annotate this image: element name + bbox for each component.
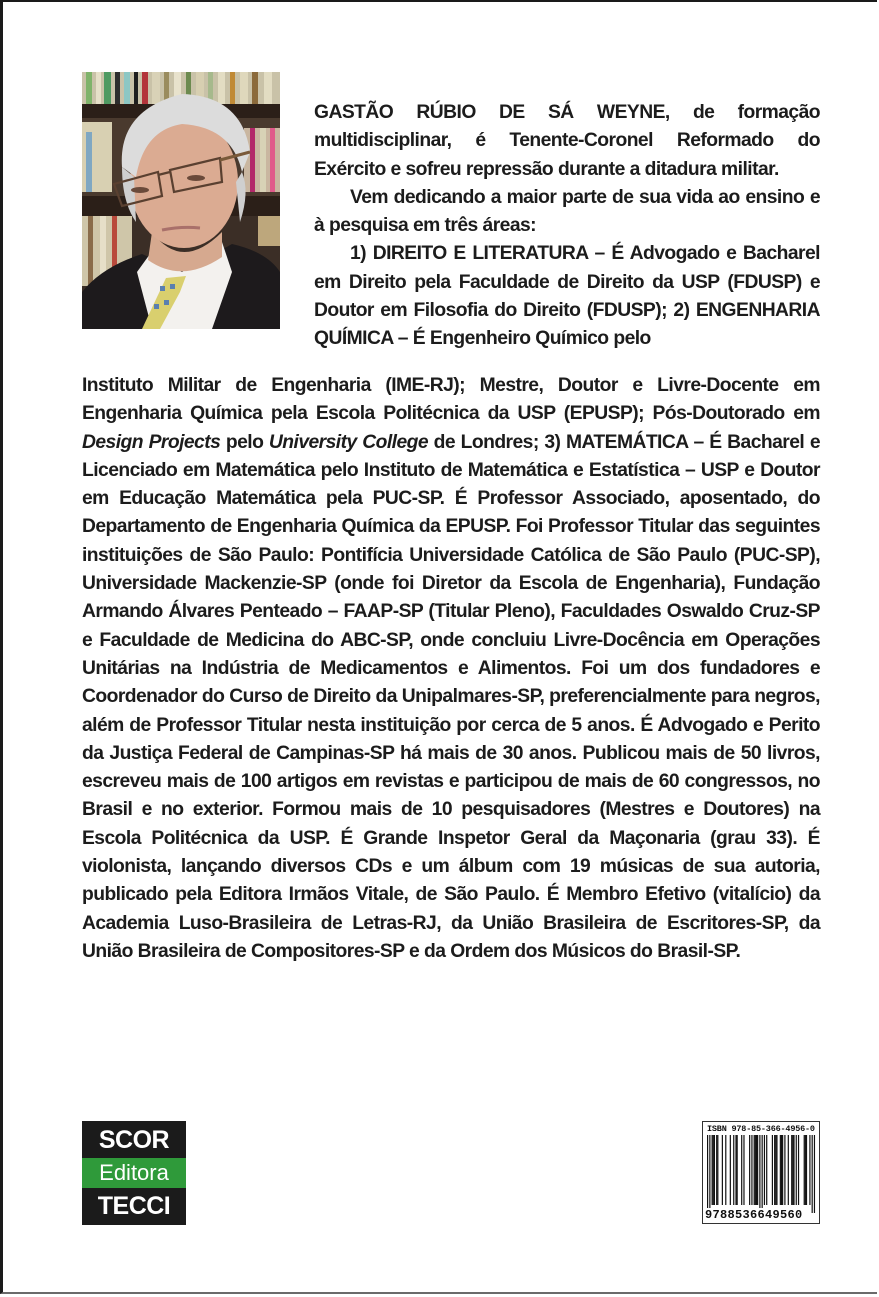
bio-text-segment: Instituto Militar de Engenharia (IME-RJ); Mestre, Doutor e Livre-Docente em Engenharia Química pela Escola Politécnica da USP (EPUSP); Pós-Doutorado em xyxy=(82,375,820,425)
barcode-bar xyxy=(737,1135,738,1205)
barcode-bar xyxy=(759,1135,760,1213)
barcode-bar xyxy=(774,1135,775,1205)
publisher-logo-line-1: SCOR xyxy=(98,1126,170,1154)
bio-text-segment: de Londres; 3) MATEMÁTICA – É Bacharel e Licenciado em Matemática pelo Instituto de Matemática e Estatística – USP e Doutor em Educação Matemática pela PUC-SP. É Professor Associado, aposentado, do Departamento de Engenharia Química da EPUSP. Foi Professor Titular das seguintes instituições de São Paulo: Pontifícia Universidade Católica de São Paulo (PUC-SP), Universidade Mackenzie-SP (onde foi Diretor da Escola de Engenharia), Fundação Armando Álvares Penteado – FAAP-SP (Titular Pleno), Faculdades Oswaldo Cruz-SP e Faculdade de Medicina do ABC-SP, onde concluiu Livre-Docência em Operações Unitárias na Indústria de Medicamentos e Alimentos. Foi um dos fundadores e Coordenador do Curso de Direito da Unipalmares-SP, preferencialmente para negros, além de Professor Titular nesta instituição por cerca de 5 anos. É Advogado e Perito da Justiça Federal de Campinas-SP há mais de 30 anos. Publicou mais de 50 livros, escreveu mais de 100 artigos em revistas e participou de mais de 60 congressos, no Brasil e no exterior. Formou mais de 10 pesquisadores (Mestres e Doutores) na Escola Politécnica da USP. É Grande Inspetor Geral da Maçonaria (grau 33). É violonista, lançando diversos CDs e um álbum com 19 músicas de sua autoria, publicado pela Editora Irmãos Vitale, de São Paulo. É Membro Efetivo (vitalício) da Academia Luso-Brasileira de Letras-RJ, da União Brasileira de Escritores-SP, da União Brasileira de Compositores-SP e da Ordem dos Músicos do Brasil-SP. xyxy=(82,431,820,962)
barcode-bar xyxy=(791,1135,792,1205)
barcode-bar xyxy=(782,1135,783,1205)
barcode-bar xyxy=(741,1135,742,1205)
barcode-bar xyxy=(764,1135,765,1205)
barcode-bar xyxy=(793,1135,794,1205)
barcode-bar xyxy=(757,1135,758,1205)
isbn-barcode xyxy=(702,1121,820,1224)
barcode-bar xyxy=(781,1135,782,1205)
barcode-bar xyxy=(762,1135,763,1213)
barcode-bar xyxy=(780,1135,781,1205)
barcode-bar xyxy=(751,1135,752,1205)
barcode-bar xyxy=(775,1135,776,1205)
barcode-bar xyxy=(776,1135,777,1205)
barcode-bar xyxy=(722,1135,723,1205)
publisher-logo-line-2: Editora xyxy=(82,1158,186,1188)
barcode-bar xyxy=(772,1135,773,1205)
barcode-bar xyxy=(717,1135,718,1205)
bio-continued xyxy=(82,372,820,966)
barcode-bar xyxy=(755,1135,756,1205)
author-name: GASTÃO RÚBIO DE SÁ WEYNE xyxy=(314,102,665,123)
barcode-bar xyxy=(798,1135,799,1205)
bio-paragraph-3-start: 1) DIREITO E LITERATURA – É Advogado e Bacharel em Direito pela Faculdade de Direito da USP (FDUSP) e Doutor em Filosofia do Direito (FDUSP); 2) ENGENHARIA QUÍMICA – É Engenheiro Químico pelo xyxy=(314,243,820,350)
barcode-bars xyxy=(707,1135,817,1215)
bio-paragraph-2: Vem dedicando a maior parte de sua vida ao ensino e à pesquisa em três áreas: xyxy=(314,186,820,237)
barcode-bar xyxy=(743,1135,744,1205)
barcode-bar xyxy=(792,1135,793,1205)
bio-paragraph-1 xyxy=(314,99,820,184)
barcode-digits: 9788536649560 xyxy=(705,1208,803,1222)
barcode-bar xyxy=(805,1135,806,1205)
barcode-bar xyxy=(749,1135,750,1205)
barcode-bar xyxy=(754,1135,755,1205)
barcode-bar xyxy=(714,1135,715,1205)
barcode-bar xyxy=(713,1135,714,1205)
barcode-bar xyxy=(712,1135,713,1205)
barcode-bar xyxy=(716,1135,717,1205)
barcode-bar xyxy=(733,1135,734,1205)
barcode-bar xyxy=(784,1135,785,1205)
author-photo xyxy=(82,72,280,329)
barcode-bar xyxy=(814,1135,815,1213)
author-portrait-image xyxy=(82,72,280,329)
bio-italic-design-projects: Design Projects xyxy=(82,431,221,453)
publisher-logo-line-3: TECCI xyxy=(97,1192,171,1220)
bio-paragraph-3-continued xyxy=(82,372,820,966)
barcode-bar xyxy=(806,1135,807,1205)
barcode-bar xyxy=(812,1135,813,1213)
barcode-bar xyxy=(735,1135,736,1205)
barcode-bar xyxy=(709,1135,710,1213)
barcode-bar xyxy=(804,1135,805,1205)
bio-text-segment: pelo xyxy=(220,431,269,453)
isbn-label: ISBN 978-85-366-4956-0 xyxy=(707,1124,815,1134)
barcode-bar xyxy=(725,1135,726,1205)
barcode-bar xyxy=(730,1135,731,1205)
barcode-bar xyxy=(707,1135,708,1213)
barcode-bar xyxy=(756,1135,757,1205)
barcode-bar xyxy=(796,1135,797,1205)
bio-intro-text: , de formação multidisciplinar, é Tenente-Coronel Reformado do Exército e sofreu repressão durante a ditadura militar. xyxy=(314,102,820,180)
barcode-bar xyxy=(788,1135,789,1205)
barcode-bar xyxy=(809,1135,810,1205)
bio-intro xyxy=(314,99,820,354)
barcode-bar xyxy=(766,1135,767,1205)
publisher-logo xyxy=(82,1121,186,1225)
bio-italic-university-college: University College xyxy=(268,431,429,453)
